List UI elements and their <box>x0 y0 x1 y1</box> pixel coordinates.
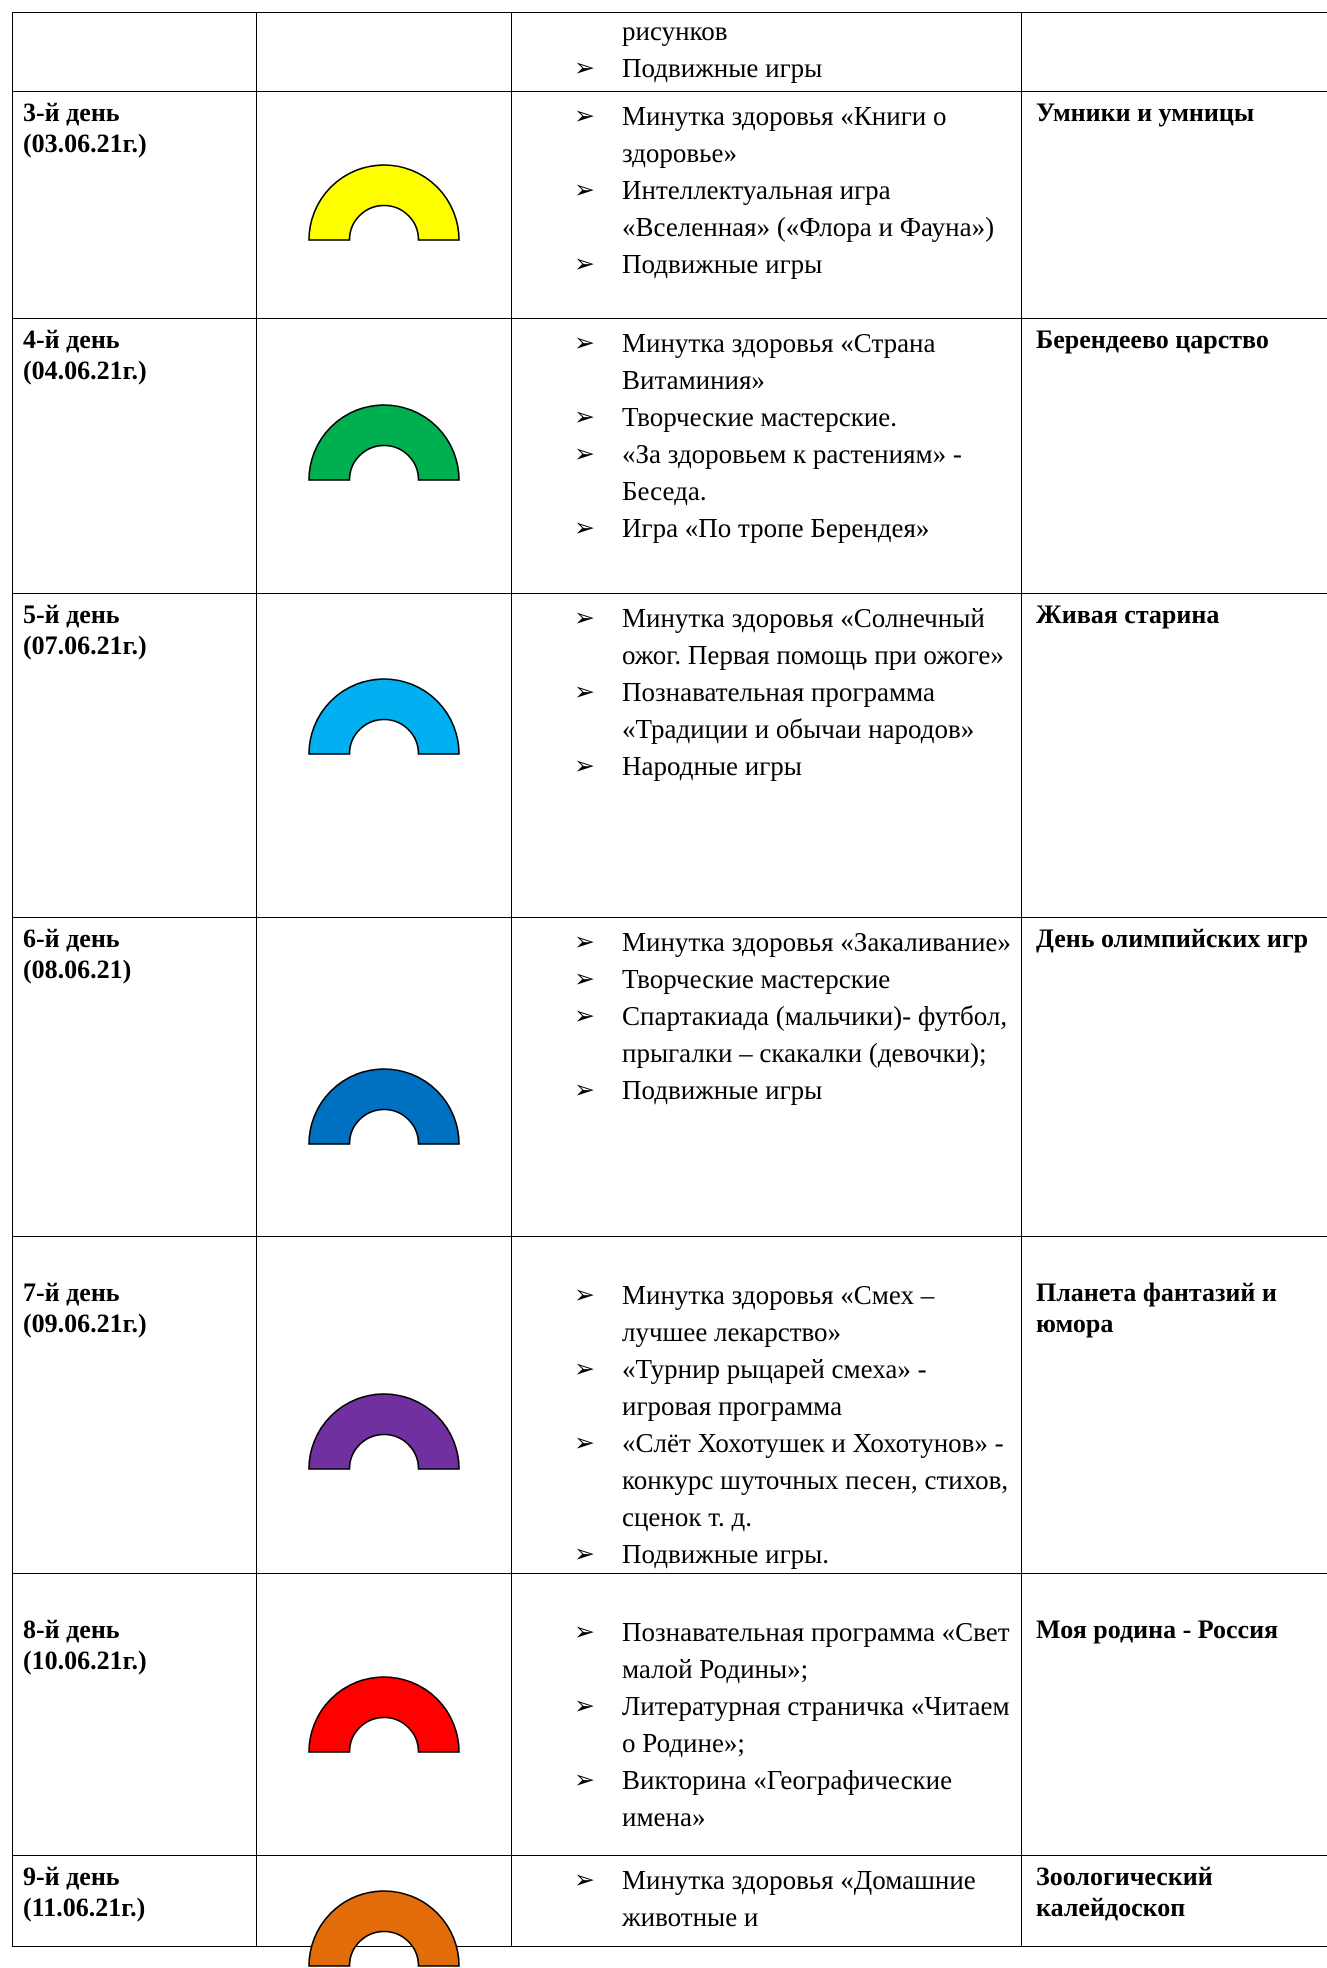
arrow-bullet-icon: ➢ <box>574 924 595 961</box>
day-cell <box>13 1237 257 1574</box>
arrow-bullet-icon: ➢ <box>574 1536 595 1573</box>
day-cell <box>13 92 257 319</box>
day-label: 4-й день <box>23 324 256 355</box>
day-label: 9-й день <box>23 1861 256 1892</box>
arrow-bullet-icon: ➢ <box>574 325 595 362</box>
arrow-bullet-icon: ➢ <box>574 172 595 209</box>
arrow-bullet-icon: ➢ <box>574 1862 595 1899</box>
day-date: (11.06.21г.) <box>23 1892 256 1923</box>
day-label: 7-й день <box>23 1277 256 1308</box>
activity-text: Подвижные игры <box>622 53 822 83</box>
arrow-bullet-icon: ➢ <box>574 998 595 1035</box>
rainbow-arc-shape <box>309 1891 459 1966</box>
activity-item <box>512 600 1013 674</box>
schedule-table <box>12 12 1327 1947</box>
schedule-row <box>13 1237 1327 1574</box>
theme-title: Живая старина <box>1022 594 1327 630</box>
activity-text: Познавательная программа «Свет малой Родины»; <box>622 1617 1010 1684</box>
activity-text: Минутка здоровья «Домашние животные и <box>622 1865 976 1932</box>
day-label: 3-й день <box>23 97 256 128</box>
theme-title: Планета фантазий и юмора <box>1022 1237 1327 1339</box>
activity-text: Минутка здоровья «Страна Витаминия» <box>622 328 936 395</box>
day-cell <box>13 319 257 594</box>
arrow-bullet-icon: ➢ <box>574 748 595 785</box>
day-cell <box>13 918 257 1237</box>
schedule-row <box>13 13 1327 92</box>
color-cell <box>257 13 512 92</box>
activities-cell <box>512 92 1022 319</box>
arrow-bullet-icon: ➢ <box>574 1688 595 1725</box>
activity-text: рисунков <box>622 16 728 46</box>
activity-text: «За здоровьем к растениям» - Беседа. <box>622 439 962 506</box>
activity-item <box>512 1762 1013 1836</box>
arrow-bullet-icon: ➢ <box>574 510 595 547</box>
theme-cell <box>1022 319 1327 594</box>
theme-title: Умники и умницы <box>1022 92 1327 128</box>
activities-cell <box>512 1856 1022 1947</box>
arrow-bullet-icon: ➢ <box>574 674 595 711</box>
arrow-bullet-icon: ➢ <box>574 600 595 637</box>
rainbow-arc-icon <box>308 1676 460 1754</box>
activity-item <box>512 98 1013 172</box>
rainbow-arc-icon <box>308 404 460 482</box>
activity-text: Игра «По тропе Берендея» <box>622 513 929 543</box>
rainbow-arc-icon <box>308 1890 460 1968</box>
activity-text: Подвижные игры. <box>622 1539 829 1569</box>
day-date: (03.06.21г.) <box>23 128 256 159</box>
theme-title: День олимпийских игр <box>1022 918 1327 954</box>
activity-item <box>512 1351 1013 1425</box>
color-cell <box>257 594 512 918</box>
activity-text: Познавательная программа «Традиции и обычаи народов» <box>622 677 974 744</box>
activity-text: «Турнир рыцарей смеха» - игровая программа <box>622 1354 927 1421</box>
arrow-bullet-icon: ➢ <box>574 1425 595 1462</box>
activity-item <box>512 961 1013 998</box>
activity-item <box>512 1536 1013 1573</box>
arrow-bullet-icon: ➢ <box>574 1762 595 1799</box>
theme-cell <box>1022 594 1327 918</box>
rainbow-arc-shape <box>309 1677 459 1752</box>
schedule-row <box>13 918 1327 1237</box>
activity-item <box>512 1072 1013 1109</box>
arrow-bullet-icon: ➢ <box>574 961 595 998</box>
activity-item <box>512 748 1013 785</box>
day-date: (08.06.21) <box>23 954 256 985</box>
color-cell <box>257 1574 512 1856</box>
schedule-row <box>13 92 1327 319</box>
activity-text: Интеллектуальная игра «Вселенная» («Флора и Фауна») <box>622 175 994 242</box>
day-label: 8-й день <box>23 1614 256 1645</box>
day-cell <box>13 594 257 918</box>
arrow-bullet-icon: ➢ <box>574 1351 595 1388</box>
arrow-bullet-icon: ➢ <box>574 246 595 283</box>
activities-cell <box>512 918 1022 1237</box>
arrow-bullet-icon: ➢ <box>574 98 595 135</box>
activity-item <box>512 50 1013 87</box>
rainbow-arc-shape <box>309 1394 459 1469</box>
schedule-row <box>13 1856 1327 1947</box>
activity-item <box>512 13 1013 50</box>
activity-text: Творческие мастерские. <box>622 402 897 432</box>
day-label: 5-й день <box>23 599 256 630</box>
activity-text: Минутка здоровья «Смех – лучшее лекарство» <box>622 1280 934 1347</box>
day-date: (04.06.21г.) <box>23 355 256 386</box>
activities-cell <box>512 594 1022 918</box>
activity-item <box>512 325 1013 399</box>
day-date: (10.06.21г.) <box>23 1645 256 1676</box>
activity-item <box>512 399 1013 436</box>
activity-item <box>512 674 1013 748</box>
activity-item <box>512 1425 1013 1536</box>
day-cell <box>13 1856 257 1947</box>
activity-text: Минутка здоровья «Книги о здоровье» <box>622 101 946 168</box>
rainbow-arc-shape <box>309 405 459 480</box>
activity-item <box>512 1862 1013 1936</box>
day-date: (09.06.21г.) <box>23 1308 256 1339</box>
activities-cell <box>512 1574 1022 1856</box>
activity-text: «Слёт Хохотушек и Хохотунов» - конкурс шуточных песен, стихов, сценок т. д. <box>622 1428 1008 1532</box>
activity-item <box>512 172 1013 246</box>
rainbow-arc-icon <box>308 678 460 756</box>
color-cell <box>257 1856 512 1947</box>
activities-cell <box>512 319 1022 594</box>
activities-cell <box>512 1237 1022 1574</box>
day-cell <box>13 13 257 92</box>
rainbow-arc-icon <box>308 1393 460 1471</box>
arrow-bullet-icon: ➢ <box>574 1614 595 1651</box>
activity-text: Викторина «Географические имена» <box>622 1765 952 1832</box>
activity-text: Народные игры <box>622 751 802 781</box>
theme-cell <box>1022 13 1327 92</box>
theme-cell <box>1022 918 1327 1237</box>
activity-text: Творческие мастерские <box>622 964 890 994</box>
day-cell <box>13 1574 257 1856</box>
rainbow-arc-icon <box>308 164 460 242</box>
activity-item <box>512 510 1013 547</box>
rainbow-arc-shape <box>309 165 459 240</box>
activity-item <box>512 998 1013 1072</box>
theme-title: Зоологический калейдоскоп <box>1022 1856 1327 1923</box>
color-cell <box>257 92 512 319</box>
activity-text: Минутка здоровья «Закаливание» <box>622 927 1011 957</box>
activity-text: Подвижные игры <box>622 249 822 279</box>
day-label: 6-й день <box>23 923 256 954</box>
activity-text: Литературная страничка «Читаем о Родине»; <box>622 1691 1010 1758</box>
arrow-bullet-icon: ➢ <box>574 1277 595 1314</box>
rainbow-arc-icon <box>308 1068 460 1146</box>
schedule-row <box>13 1574 1327 1856</box>
schedule-row <box>13 319 1327 594</box>
activity-item <box>512 246 1013 283</box>
activity-text: Минутка здоровья «Солнечный ожог. Первая помощь при ожоге» <box>622 603 1004 670</box>
arrow-bullet-icon: ➢ <box>574 50 595 87</box>
theme-title: Берендеево царство <box>1022 319 1327 355</box>
activity-text: Подвижные игры <box>622 1075 822 1105</box>
activity-item <box>512 1277 1013 1351</box>
rainbow-arc-shape <box>309 1069 459 1144</box>
arrow-bullet-icon: ➢ <box>574 1072 595 1109</box>
arrow-bullet-icon: ➢ <box>574 399 595 436</box>
schedule-row <box>13 594 1327 918</box>
activity-item <box>512 1614 1013 1688</box>
activity-item <box>512 1688 1013 1762</box>
color-cell <box>257 918 512 1237</box>
color-cell <box>257 1237 512 1574</box>
theme-title <box>1022 13 1327 18</box>
rainbow-arc-shape <box>309 679 459 754</box>
theme-cell <box>1022 1237 1327 1574</box>
activity-item <box>512 436 1013 510</box>
theme-cell <box>1022 1856 1327 1947</box>
day-date: (07.06.21г.) <box>23 630 256 661</box>
activity-text: Спартакиада (мальчики)- футбол, прыгалки – скакалки (девочки); <box>622 1001 1007 1068</box>
theme-cell <box>1022 1574 1327 1856</box>
color-cell <box>257 319 512 594</box>
activities-cell <box>512 13 1022 92</box>
theme-title: Моя родина - Россия <box>1022 1574 1327 1645</box>
arrow-bullet-icon: ➢ <box>574 436 595 473</box>
activity-item <box>512 924 1013 961</box>
theme-cell <box>1022 92 1327 319</box>
